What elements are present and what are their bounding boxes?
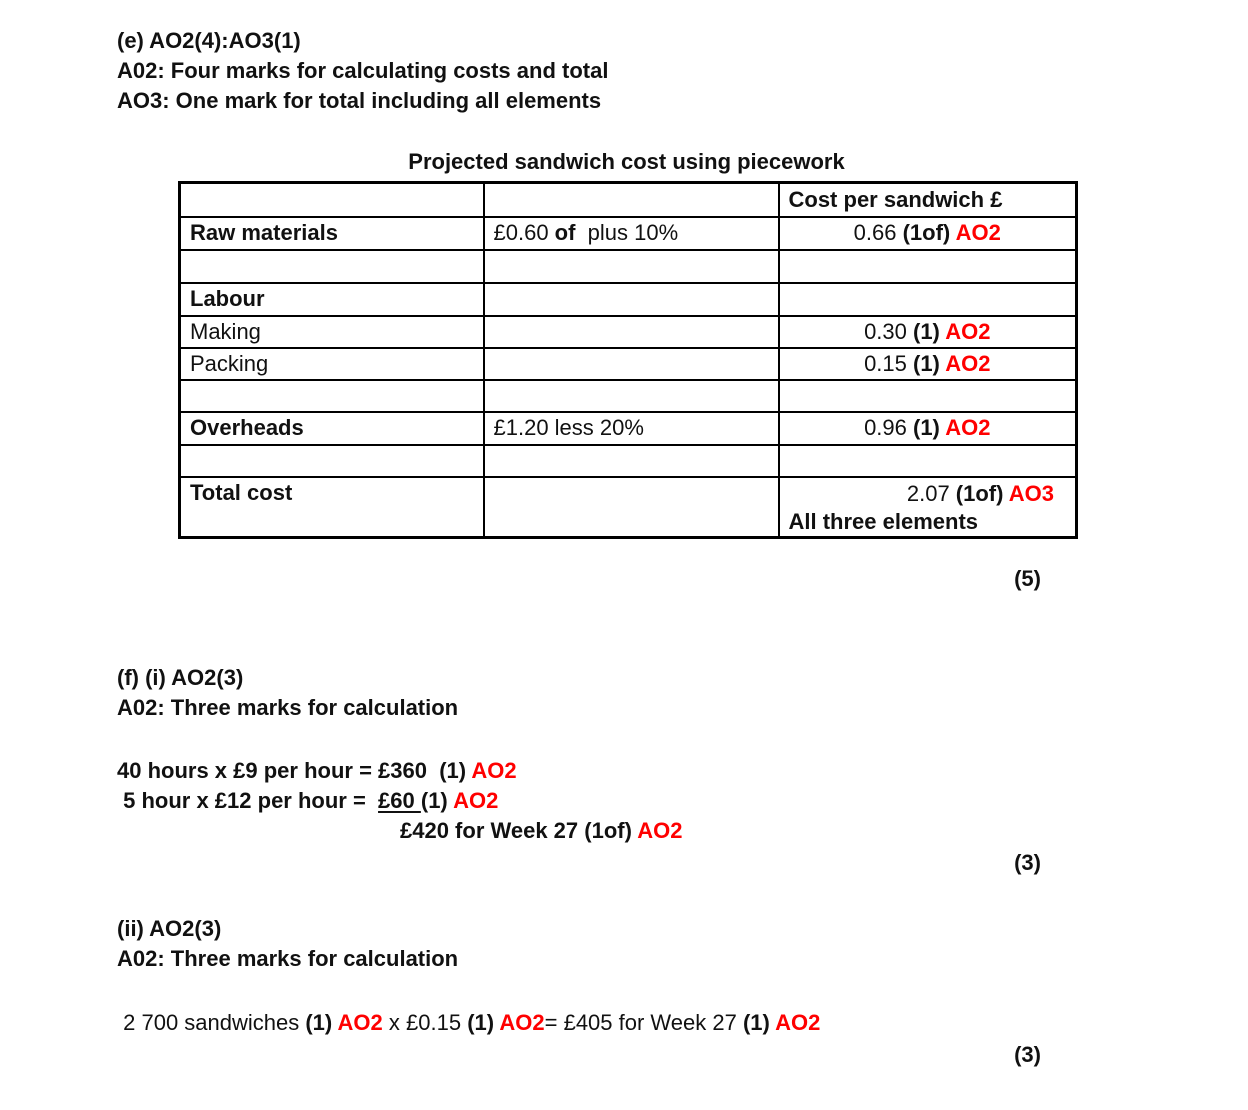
table-cell [484, 348, 779, 380]
table-cell [779, 380, 1077, 412]
table-cell [484, 380, 779, 412]
marks-badge-f-ii: (3) [1014, 1042, 1041, 1067]
table-cell-raw-materials: Raw materials [180, 217, 484, 250]
table-row [180, 412, 1077, 445]
table-cell: £1.20 less 20% [484, 412, 779, 445]
header-line-3: AO3: One mark for total including all elements [117, 88, 602, 113]
table-cell [484, 283, 779, 316]
table-row [180, 348, 1077, 380]
total-value-line: 2.07 (1of) AO3 [906, 480, 1054, 506]
table-cell: £0.60 of plus 10% [484, 217, 779, 250]
table-cell: 0.96 (1) AO2 [779, 412, 1077, 445]
table-title: Projected sandwich cost using piecework [408, 149, 845, 174]
table-cell-cost-header: Cost per sandwich £ [779, 183, 1077, 217]
table-cell [484, 316, 779, 348]
table-row [180, 250, 1077, 283]
header-line-2: A02: Three marks for calculation [117, 695, 459, 720]
table-row-total [180, 477, 1077, 538]
table-cell-total-cost: Total cost [180, 477, 484, 538]
table-cell [484, 250, 779, 283]
table-cell-labour: Labour [180, 283, 484, 316]
calc-line-3: £420 for Week 27 (1of) AO2 [400, 818, 683, 843]
table-cell [484, 477, 779, 538]
table-row [180, 283, 1077, 316]
answer-header-f-ii [117, 914, 458, 974]
calculation-f-ii [117, 1008, 820, 1038]
table-cell: 0.15 (1) AO2 [779, 348, 1077, 380]
header-line-1: (ii) AO2(3) [117, 916, 222, 941]
table-cell [180, 380, 484, 412]
table-cell-total-value [779, 477, 1077, 538]
table-cell [180, 250, 484, 283]
table-cell: 0.30 (1) AO2 [779, 316, 1077, 348]
calc-line-1: 2 700 sandwiches (1) AO2 x £0.15 (1) AO2= £405 for Week 27 (1) AO2 [117, 1010, 821, 1035]
marks-badge-f-i: (3) [1014, 850, 1041, 875]
table-cell [779, 445, 1077, 477]
table-cell [180, 445, 484, 477]
table-row [180, 217, 1077, 250]
piecework-cost-table [178, 181, 1078, 539]
table-row [180, 183, 1077, 217]
table-cell: 0.66 (1of) AO2 [779, 217, 1077, 250]
total-note-line: All three elements [788, 508, 979, 534]
table-row [180, 316, 1077, 348]
header-line-2: A02: Three marks for calculation [117, 946, 459, 971]
header-line-2: A02: Four marks for calculating costs and total [117, 58, 609, 83]
table-cell-making: Making [180, 316, 484, 348]
table-cell [484, 445, 779, 477]
table-cell [779, 283, 1077, 316]
calc-line-2: 5 hour x £12 per hour = £60 (1) AO2 [117, 788, 499, 813]
table-cell-packing: Packing [180, 348, 484, 380]
table-row [180, 380, 1077, 412]
calculation-f-i [117, 756, 682, 846]
table-cell [484, 183, 779, 217]
table-cell [779, 250, 1077, 283]
answer-header-f-i [117, 663, 458, 723]
header-line-1: (e) AO2(4):AO3(1) [117, 28, 301, 53]
table-row [180, 445, 1077, 477]
answer-header-e [117, 26, 608, 116]
header-line-1: (f) (i) AO2(3) [117, 665, 244, 690]
calc-line-1: 40 hours x £9 per hour = £360 (1) AO2 [117, 758, 517, 783]
marks-badge-e: (5) [1014, 566, 1041, 591]
table-cell-overheads: Overheads [180, 412, 484, 445]
table-cell [180, 183, 484, 217]
